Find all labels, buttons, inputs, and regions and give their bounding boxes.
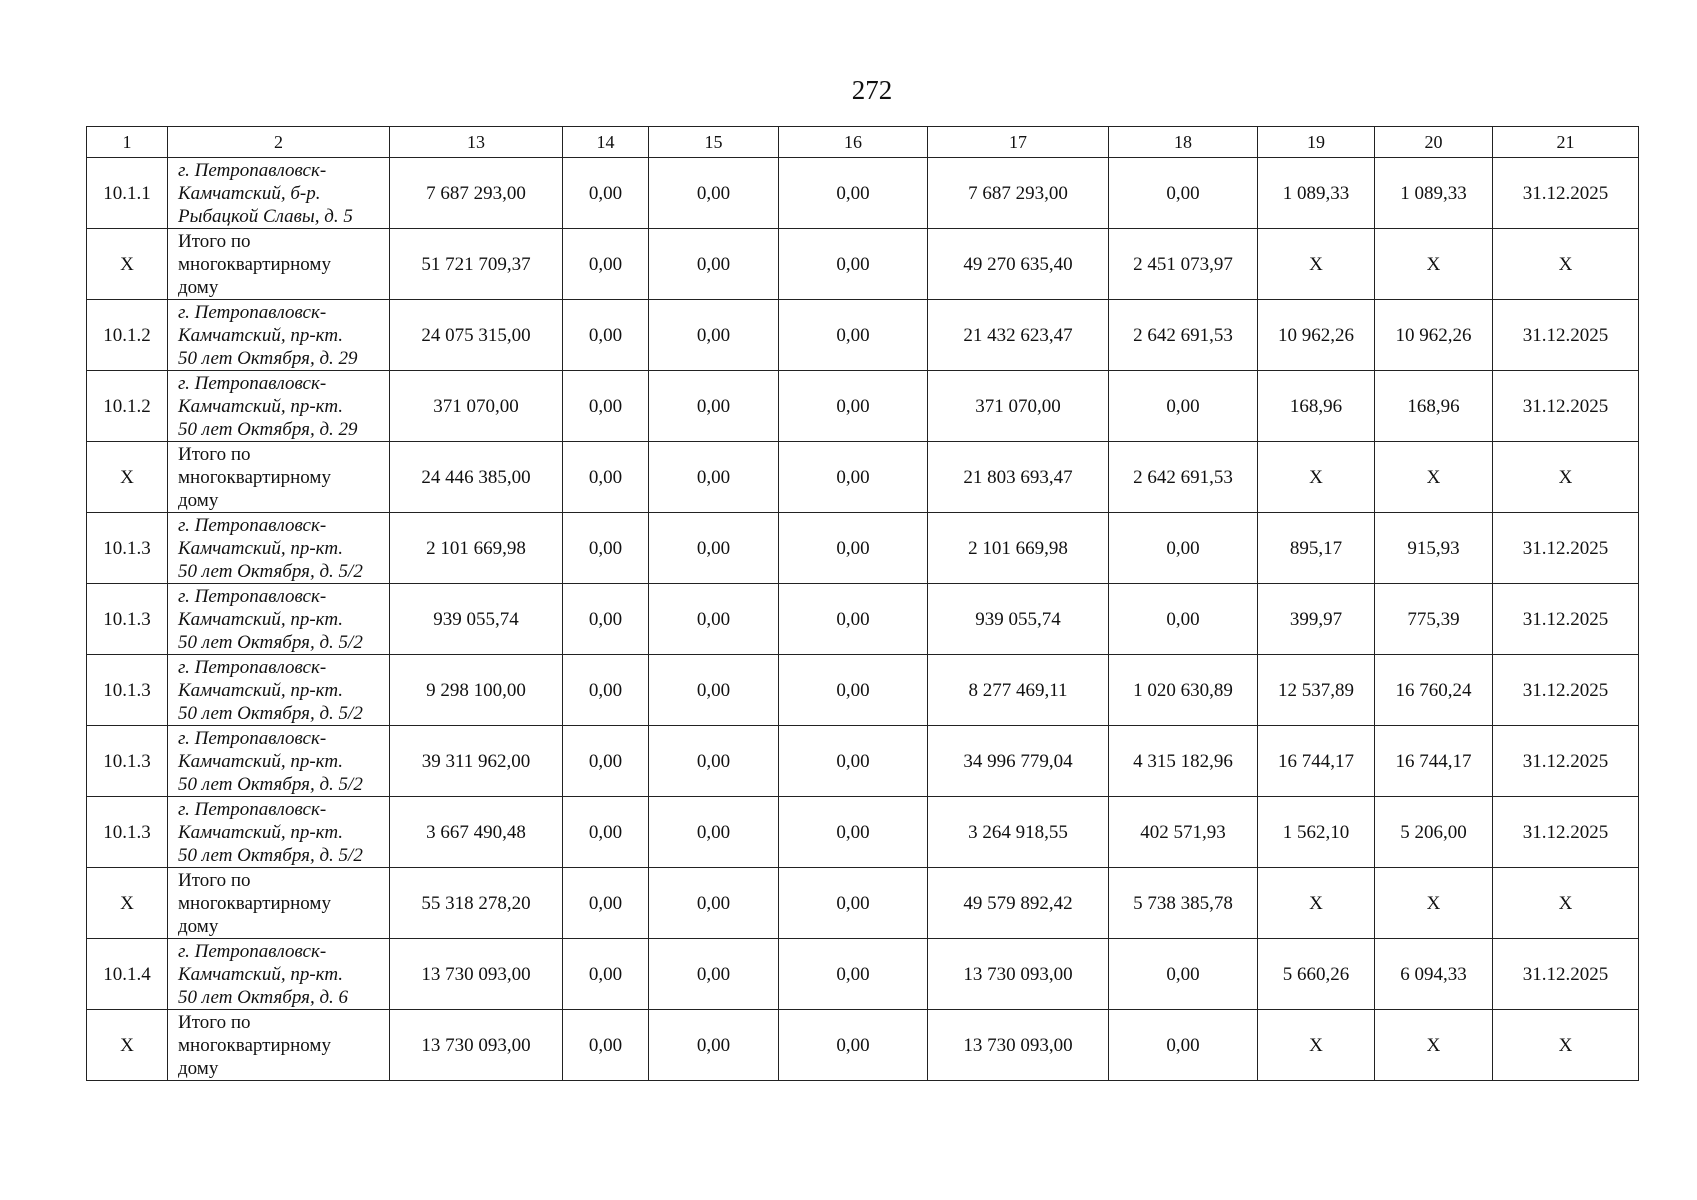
address-cell: г. Петропавловск- Камчатский, пр-кт. 50 лет Октября, д. 5/2 <box>168 513 390 584</box>
value-cell-15: 0,00 <box>649 939 779 1010</box>
value-cell-17: 21 432 623,47 <box>928 300 1109 371</box>
value-cell-14: 0,00 <box>563 442 649 513</box>
value-cell-19: 1 089,33 <box>1258 158 1375 229</box>
value-cell-17: 13 730 093,00 <box>928 939 1109 1010</box>
row-number-cell: 10.1.3 <box>87 726 168 797</box>
row-number-cell: 10.1.4 <box>87 939 168 1010</box>
table-row <box>87 442 1639 513</box>
value-cell-19: 16 744,17 <box>1258 726 1375 797</box>
row-number-cell: 10.1.3 <box>87 655 168 726</box>
value-cell-19: X <box>1258 868 1375 939</box>
value-cell-20: X <box>1375 868 1493 939</box>
value-cell-15: 0,00 <box>649 158 779 229</box>
address-cell: г. Петропавловск- Камчатский, пр-кт. 50 лет Октября, д. 5/2 <box>168 655 390 726</box>
value-cell-14: 0,00 <box>563 513 649 584</box>
value-cell-16: 0,00 <box>779 158 928 229</box>
row-number-cell: X <box>87 868 168 939</box>
header-cell: 13 <box>390 127 563 158</box>
value-cell-14: 0,00 <box>563 797 649 868</box>
value-cell-15: 0,00 <box>649 1010 779 1081</box>
row-number-cell: 10.1.3 <box>87 584 168 655</box>
value-cell-20: 1 089,33 <box>1375 158 1493 229</box>
value-cell-19: X <box>1258 229 1375 300</box>
value-cell-14: 0,00 <box>563 158 649 229</box>
header-cell: 18 <box>1109 127 1258 158</box>
value-cell-15: 0,00 <box>649 300 779 371</box>
table-row <box>87 797 1639 868</box>
header-cell: 2 <box>168 127 390 158</box>
value-cell-13: 371 070,00 <box>390 371 563 442</box>
value-cell-18: 0,00 <box>1109 584 1258 655</box>
value-cell-14: 0,00 <box>563 868 649 939</box>
date-cell: 31.12.2025 <box>1493 300 1639 371</box>
value-cell-16: 0,00 <box>779 939 928 1010</box>
total-label-cell: Итого по многоквартирному дому <box>168 442 390 513</box>
value-cell-15: 0,00 <box>649 868 779 939</box>
value-cell-17: 3 264 918,55 <box>928 797 1109 868</box>
total-label-cell: Итого по многоквартирному дому <box>168 1010 390 1081</box>
value-cell-17: 49 270 635,40 <box>928 229 1109 300</box>
date-cell: 31.12.2025 <box>1493 513 1639 584</box>
date-cell: 31.12.2025 <box>1493 584 1639 655</box>
row-number-cell: X <box>87 442 168 513</box>
value-cell-17: 371 070,00 <box>928 371 1109 442</box>
value-cell-14: 0,00 <box>563 939 649 1010</box>
date-cell: 31.12.2025 <box>1493 371 1639 442</box>
table-row <box>87 1010 1639 1081</box>
value-cell-16: 0,00 <box>779 726 928 797</box>
row-number-cell: 10.1.3 <box>87 797 168 868</box>
table-row <box>87 655 1639 726</box>
value-cell-17: 13 730 093,00 <box>928 1010 1109 1081</box>
date-cell: 31.12.2025 <box>1493 655 1639 726</box>
value-cell-19: 895,17 <box>1258 513 1375 584</box>
value-cell-16: 0,00 <box>779 868 928 939</box>
value-cell-17: 8 277 469,11 <box>928 655 1109 726</box>
value-cell-20: 5 206,00 <box>1375 797 1493 868</box>
header-cell: 15 <box>649 127 779 158</box>
value-cell-16: 0,00 <box>779 655 928 726</box>
date-cell: 31.12.2025 <box>1493 797 1639 868</box>
value-cell-14: 0,00 <box>563 229 649 300</box>
value-cell-17: 49 579 892,42 <box>928 868 1109 939</box>
date-cell: X <box>1493 1010 1639 1081</box>
value-cell-20: 16 760,24 <box>1375 655 1493 726</box>
value-cell-13: 2 101 669,98 <box>390 513 563 584</box>
value-cell-18: 0,00 <box>1109 158 1258 229</box>
value-cell-13: 3 667 490,48 <box>390 797 563 868</box>
table-row <box>87 939 1639 1010</box>
value-cell-18: 0,00 <box>1109 371 1258 442</box>
header-row <box>87 127 1639 158</box>
address-cell: г. Петропавловск- Камчатский, пр-кт. 50 лет Октября, д. 5/2 <box>168 584 390 655</box>
table-row <box>87 371 1639 442</box>
value-cell-18: 2 451 073,97 <box>1109 229 1258 300</box>
value-cell-14: 0,00 <box>563 584 649 655</box>
value-cell-20: 168,96 <box>1375 371 1493 442</box>
value-cell-20: 6 094,33 <box>1375 939 1493 1010</box>
value-cell-13: 9 298 100,00 <box>390 655 563 726</box>
value-cell-16: 0,00 <box>779 513 928 584</box>
value-cell-13: 51 721 709,37 <box>390 229 563 300</box>
value-cell-16: 0,00 <box>779 584 928 655</box>
value-cell-15: 0,00 <box>649 584 779 655</box>
value-cell-19: X <box>1258 442 1375 513</box>
value-cell-15: 0,00 <box>649 442 779 513</box>
date-cell: 31.12.2025 <box>1493 158 1639 229</box>
value-cell-13: 13 730 093,00 <box>390 939 563 1010</box>
value-cell-16: 0,00 <box>779 371 928 442</box>
table-row <box>87 229 1639 300</box>
value-cell-13: 13 730 093,00 <box>390 1010 563 1081</box>
value-cell-14: 0,00 <box>563 655 649 726</box>
date-cell: 31.12.2025 <box>1493 939 1639 1010</box>
value-cell-18: 0,00 <box>1109 513 1258 584</box>
header-cell: 20 <box>1375 127 1493 158</box>
table-row <box>87 726 1639 797</box>
row-number-cell: X <box>87 229 168 300</box>
value-cell-13: 24 075 315,00 <box>390 300 563 371</box>
value-cell-15: 0,00 <box>649 797 779 868</box>
row-number-cell: 10.1.2 <box>87 300 168 371</box>
value-cell-18: 2 642 691,53 <box>1109 442 1258 513</box>
value-cell-16: 0,00 <box>779 442 928 513</box>
address-cell: г. Петропавловск- Камчатский, пр-кт. 50 лет Октября, д. 5/2 <box>168 726 390 797</box>
table-row <box>87 868 1639 939</box>
page-number: 272 <box>851 75 893 105</box>
header-cell: 17 <box>928 127 1109 158</box>
value-cell-15: 0,00 <box>649 229 779 300</box>
value-cell-20: 10 962,26 <box>1375 300 1493 371</box>
value-cell-16: 0,00 <box>779 1010 928 1081</box>
value-cell-20: X <box>1375 229 1493 300</box>
value-cell-13: 24 446 385,00 <box>390 442 563 513</box>
value-cell-19: 12 537,89 <box>1258 655 1375 726</box>
table-row <box>87 584 1639 655</box>
value-cell-14: 0,00 <box>563 1010 649 1081</box>
value-cell-13: 7 687 293,00 <box>390 158 563 229</box>
value-cell-20: 915,93 <box>1375 513 1493 584</box>
value-cell-14: 0,00 <box>563 371 649 442</box>
row-number-cell: X <box>87 1010 168 1081</box>
value-cell-17: 939 055,74 <box>928 584 1109 655</box>
value-cell-20: 775,39 <box>1375 584 1493 655</box>
total-label-cell: Итого по многоквартирному дому <box>168 229 390 300</box>
header-cell: 1 <box>87 127 168 158</box>
value-cell-19: X <box>1258 1010 1375 1081</box>
value-cell-15: 0,00 <box>649 513 779 584</box>
row-number-cell: 10.1.2 <box>87 371 168 442</box>
address-cell: г. Петропавловск- Камчатский, пр-кт. 50 лет Октября, д. 29 <box>168 300 390 371</box>
address-cell: г. Петропавловск- Камчатский, б-р. Рыбацкой Славы, д. 5 <box>168 158 390 229</box>
value-cell-20: X <box>1375 1010 1493 1081</box>
value-cell-14: 0,00 <box>563 726 649 797</box>
data-table <box>86 126 1639 1081</box>
value-cell-19: 1 562,10 <box>1258 797 1375 868</box>
header-cell: 14 <box>563 127 649 158</box>
table-row <box>87 300 1639 371</box>
value-cell-14: 0,00 <box>563 300 649 371</box>
date-cell: X <box>1493 442 1639 513</box>
value-cell-16: 0,00 <box>779 229 928 300</box>
value-cell-15: 0,00 <box>649 371 779 442</box>
value-cell-13: 39 311 962,00 <box>390 726 563 797</box>
value-cell-18: 0,00 <box>1109 1010 1258 1081</box>
date-cell: 31.12.2025 <box>1493 726 1639 797</box>
value-cell-13: 55 318 278,20 <box>390 868 563 939</box>
value-cell-16: 0,00 <box>779 797 928 868</box>
date-cell: X <box>1493 229 1639 300</box>
header-cell: 19 <box>1258 127 1375 158</box>
header-cell: 21 <box>1493 127 1639 158</box>
table-row <box>87 158 1639 229</box>
header-cell: 16 <box>779 127 928 158</box>
value-cell-15: 0,00 <box>649 726 779 797</box>
value-cell-13: 939 055,74 <box>390 584 563 655</box>
date-cell: X <box>1493 868 1639 939</box>
value-cell-17: 21 803 693,47 <box>928 442 1109 513</box>
value-cell-18: 5 738 385,78 <box>1109 868 1258 939</box>
value-cell-19: 399,97 <box>1258 584 1375 655</box>
value-cell-17: 2 101 669,98 <box>928 513 1109 584</box>
value-cell-18: 2 642 691,53 <box>1109 300 1258 371</box>
value-cell-20: X <box>1375 442 1493 513</box>
value-cell-19: 5 660,26 <box>1258 939 1375 1010</box>
value-cell-19: 10 962,26 <box>1258 300 1375 371</box>
row-number-cell: 10.1.1 <box>87 158 168 229</box>
value-cell-18: 1 020 630,89 <box>1109 655 1258 726</box>
value-cell-17: 34 996 779,04 <box>928 726 1109 797</box>
total-label-cell: Итого по многоквартирному дому <box>168 868 390 939</box>
value-cell-18: 4 315 182,96 <box>1109 726 1258 797</box>
value-cell-19: 168,96 <box>1258 371 1375 442</box>
value-cell-17: 7 687 293,00 <box>928 158 1109 229</box>
value-cell-18: 402 571,93 <box>1109 797 1258 868</box>
value-cell-18: 0,00 <box>1109 939 1258 1010</box>
address-cell: г. Петропавловск- Камчатский, пр-кт. 50 лет Октября, д. 29 <box>168 371 390 442</box>
address-cell: г. Петропавловск- Камчатский, пр-кт. 50 лет Октября, д. 5/2 <box>168 797 390 868</box>
value-cell-16: 0,00 <box>779 300 928 371</box>
value-cell-15: 0,00 <box>649 655 779 726</box>
row-number-cell: 10.1.3 <box>87 513 168 584</box>
table-row <box>87 513 1639 584</box>
value-cell-20: 16 744,17 <box>1375 726 1493 797</box>
address-cell: г. Петропавловск- Камчатский, пр-кт. 50 лет Октября, д. 6 <box>168 939 390 1010</box>
